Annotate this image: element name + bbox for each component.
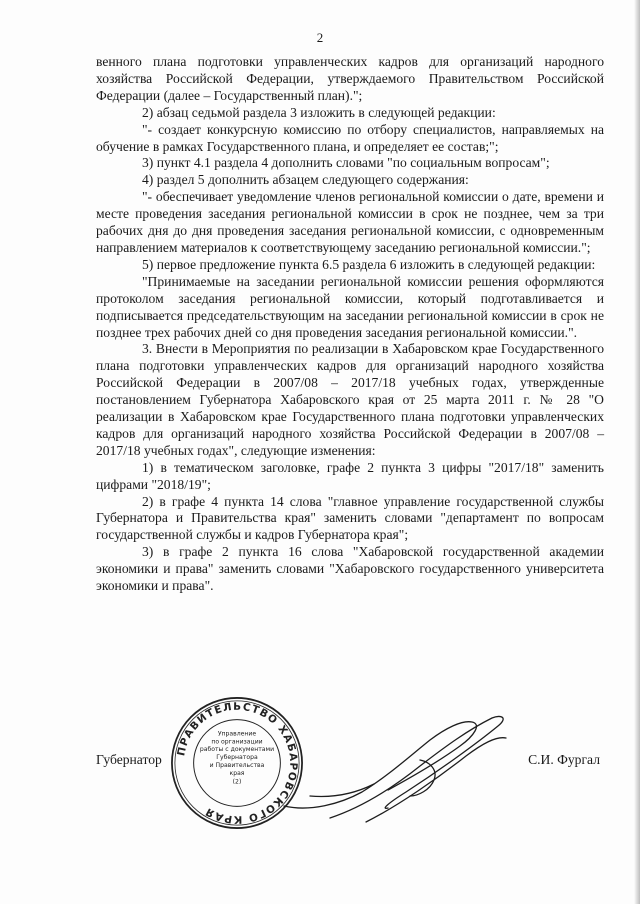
signature-block [96,752,604,776]
paragraph: 3. Внести в Мероприятия по реализации в Хабаровском крае Государственного плана подготовки управленческих кадров для организаций народного хозяйства Российской Федерации в 2007/08 – 2017/18 учебных годах, утвержденные постановлением Губернатора Хабаровского края от 25 марта 2011 г. № 28 "О реализации в Хабаровском крае Государственного плана подготовки управленческих кадров для организаций народного хозяйства Российской Федерации в 2007/08 – 2017/18 учебных годах", следующие изменения: [96,341,604,458]
seal-center-line: Управление [217,730,257,738]
seal-ring-text: ПРАВИТЕЛЬСТВО ХАБАРОВСКОГО КРАЯ [175,700,300,826]
seal-center-line: Губернатора [216,754,258,762]
paragraph: 2) в графе 4 пункта 14 слова "главное управление государственной службы Губернатора и Правительства края" заменить словами "департамент по вопросам государственной службы и кадров Губернатора края"; [96,493,604,543]
signatory-title: Губернатор [96,752,162,767]
page-number: 2 [316,30,324,45]
seal-center-line: (2) [232,778,242,786]
paragraph: 3) пункт 4.1 раздела 4 дополнить словами "по социальным вопросам"; [142,155,550,171]
seal-center-line: края [229,769,245,777]
paragraph: "Принимаемые на заседании региональной комиссии решения оформляются протоколом заседания региональной комиссии, который подготавливается и подписывается председательствующим на заседании региональной комиссии в срок не позднее трех рабочих дней со дня проведения заседания региональной комиссии.". [96,273,604,340]
paragraph: 3) в графе 2 пункта 16 слова "Хабаровской государственной академии экономики и права" заменить словами "Хабаровского государственного университета экономики и права". [96,544,604,594]
seal-center-line: и Правительства [209,761,265,769]
paragraph: 2) абзац седьмой раздела 3 изложить в следующей редакции: [142,104,496,120]
paragraph: "- обеспечивает уведомление членов региональной комиссии о дате, времени и месте проведения заседания региональной комиссии в срок не позднее, чем за три рабочих дня до дня проведения заседания региональной комиссии, с одновременным направлением материалов к соответствующему заседанию региональной комиссии."; [96,189,604,255]
paragraph: 4) раздел 5 дополнить абзацем следующего содержания: [142,172,469,188]
paragraph: 1) в тематическом заголовке, графе 2 пункта 3 цифры "2017/18" заменить цифрами "2018/19"; [96,459,604,492]
paragraph: "- создает конкурсную комиссию по отбору специалистов, направляемых на обучение в рамках Государственного плана, и определяет ее состав;"; [96,121,604,154]
seal-center-line: работы с документами [199,746,275,754]
signatory-name: С.И. Фургал [528,752,600,767]
scan-edge-shadow [634,0,640,904]
seal-center-line: по организации [211,738,263,746]
document-body [96,54,604,595]
paragraph: венного плана подготовки управленческих кадров для организаций народного хозяйства Российской Федерации, утверждаемого Правительством Российской Федерации (далее – Государственный план)."; [96,54,604,103]
paragraph: 5) первое предложение пункта 6.5 раздела 6 изложить в следующей редакции: [142,256,596,272]
